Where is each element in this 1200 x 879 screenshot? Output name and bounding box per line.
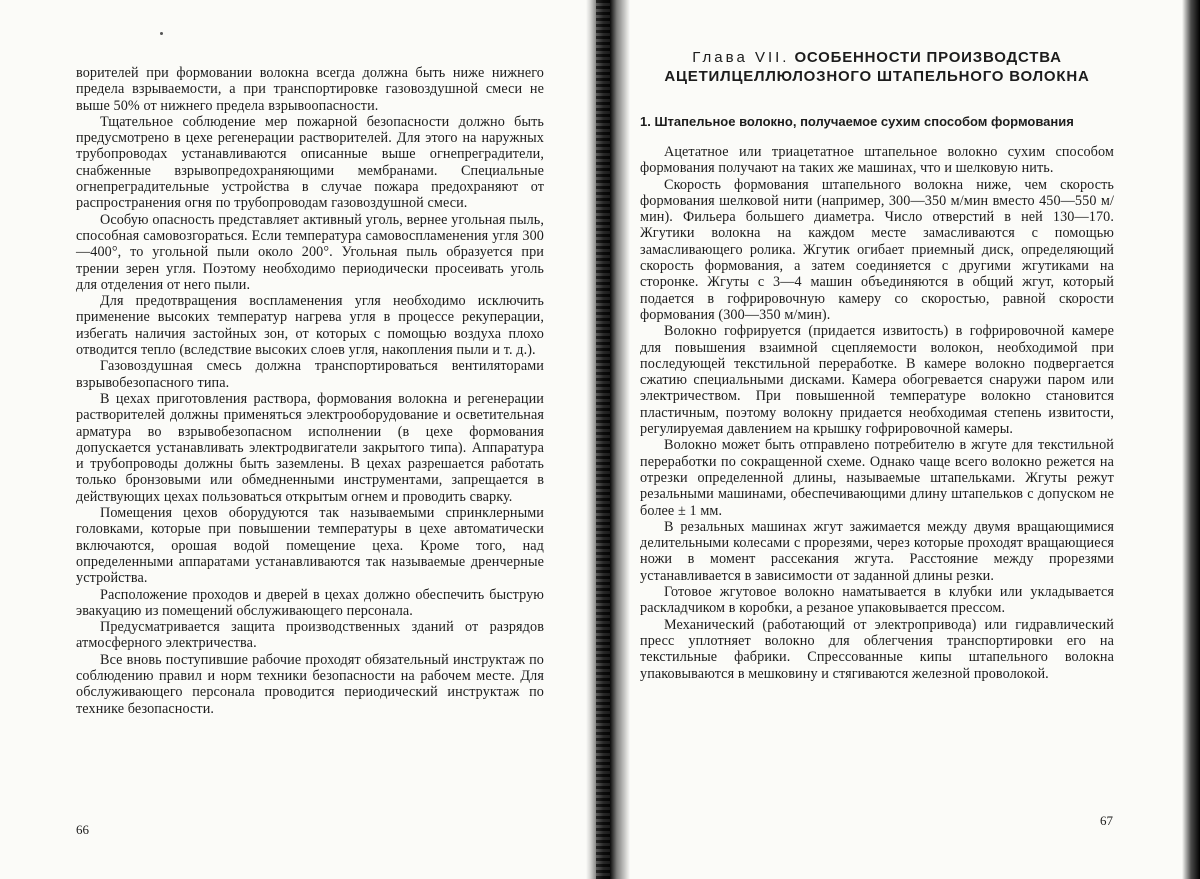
chapter-title-line-1: ОСОБЕННОСТИ ПРОИЗВОДСТВА (794, 49, 1062, 66)
paragraph: Все вновь поступившие рабочие проходят обязательный инструктаж по соблюдению правил и норм техники безопасности на рабочем месте. Для обслуживающего персонала проводится периодический инструктаж по технике безопасности. (76, 651, 544, 717)
paragraph: В резальных машинах жгут зажимается между двумя вращающимися делительными колесами с прорезями, через которые проходят вращающиеся ножи в момент рассекания жгута. Расстояние между прорезями устанавливается в зависимости от заданной длины резки. (640, 518, 1114, 584)
paragraph: Волокно может быть отправлено потребителю в жгуте для текстильной переработки по сокращенной схеме. Однако чаще всего волокно режется на отрезки определенной длины, называемые штапельками. Жгуты режут резальными машинами, обеспечивающими длину штапельков с допуском не более ± 1 мм. (640, 437, 1114, 519)
page-number-right: 67 (1100, 813, 1113, 828)
paragraph: Механический (работающий от электропривода) или гидравлический пресс уплотняет волокно для облегчения транспортировки его на текстильные фабрики. Спрессованные кипы штапельного волокна упаковываются в мешковину и стягиваются железной проволокой. (640, 616, 1114, 682)
paragraph: Особую опасность представляет активный уголь, вернее угольная пыль, способная самовозгораться. Если температура самовоспламенения угля 300—400°, то угольной пыли около 200°. Угольная пыль образуется при трении зерен угля. Поэтому необходимо периодически просеивать уголь для отделения от него пыли. (76, 211, 544, 293)
right-page-text (640, 144, 1114, 682)
paragraph: Скорость формования штапельного волокна ниже, чем скорость формования шелковой нити (например, 300—350 м/мин вместо 450—550 м/мин). Фильера большего диаметра. Число отверстий в ней 130—170. Жгутики волокна на каждом месте замасливаются с помощью замасливающего ролика. Жгутик огибает приемный диск, определяющий скорость формования, а затем соединяется с другими жгутиками на сторонке. Жгуты с 3—4 машин объединяются в общий жгут, который подается в гофрировочную камеру со скоростью, равной скорости формования (300—350 м/мин). (640, 176, 1114, 323)
paragraph: Газовоздушная смесь должна транспортироваться вентиляторами взрывобезопасного типа. (76, 358, 544, 391)
section-heading: 1. Штапельное волокно, получаемое сухим способом формования (640, 114, 1074, 129)
chapter-label: Глава VII. (692, 49, 790, 66)
paragraph: Волокно гофрируется (придается извитость) в гофрировочной камере для повышения взаимной сцепляемости волокон, необходимой при последующей текстильной переработке. В камере волокно подвергается сжатию специальными дисками. Камера обогревается снаружи паром или электричеством. При повышенной температуре волокно становится пластичным, поэтому волокну придается необходимая степень извитости, регулируемая давлением на крышку гофрировочной камеры. (640, 323, 1114, 438)
chapter-heading (640, 48, 1114, 86)
paragraph: Расположение проходов и дверей в цехах должно обеспечить быструю эвакуацию из помещений обслуживающего персонала. (76, 586, 544, 619)
chapter-title-line-2: АЦЕТИЛЦЕЛЛЮЛОЗНОГО ШТАПЕЛЬНОГО ВОЛОКНА (664, 68, 1090, 85)
paragraph: Помещения цехов оборудуются так называемыми спринклерными головками, которые при повышении температуры в цехе автоматически включаются, орошая водой помещение цеха. Кроме того, над определенными аппаратами устанавливаются так называемые дренчерные устройства. (76, 505, 544, 587)
chapter-heading-line-1 (640, 48, 1114, 67)
paragraph: В цехах приготовления раствора, формования волокна и регенерации растворителей должны применяться электрооборудование и осветительная арматура во взрывобезопасном исполнении (в цехе формования допускается устанавливать электродвигатели закрытого типа). Аппаратура и трубопроводы должны быть заземлены. В цехах разрешается работать только бронзовыми или обмедненными инструментами, запрещается в действующих цехах пользоваться открытым огнем и проводить сварку. (76, 390, 544, 505)
page-number-left: 66 (76, 822, 89, 837)
scan-speck (160, 32, 163, 35)
paragraph: Для предотвращения воспламенения угля необходимо исключить применение высоких температур нагрева угля в процессе рекуперации, избегать наличия застойных зон, от которых с помощью воздуха плохо отводится тепло (вследствие высоких слоев угля, накопления пыли и т. д.). (76, 293, 544, 359)
paragraph: Ацетатное или триацетатное штапельное волокно сухим способом формования получают на таких же машинах, что и шелковую нить. (640, 144, 1114, 177)
paragraph: Предусматривается защита производственных зданий от разрядов атмосферного электричества. (76, 619, 544, 652)
left-page-text (76, 65, 544, 717)
paragraph: ворителей при формовании волокна всегда должна быть ниже нижнего предела взрываемости, а при транспортировке газовоздушной смеси не выше 50% от нижнего предела взрывоопасности. (76, 65, 544, 114)
paragraph: Тщательное соблюдение мер пожарной безопасности должно быть предусмотрено в цехе регенерации растворителей. Для этого на наружных трубопроводах устанавливаются описанные выше огнепреградители, снабженные взрывопредохраняющими мембранами. Специальные огнепреградительные устройства в случае пожара предохраняют от распространения огня по трубопроводам газовоздушной смеси. (76, 113, 544, 212)
paragraph: Готовое жгутовое волокно наматывается в клубки или укладывается раскладчиком в коробки, а резаное упаковывается прессом. (640, 584, 1114, 617)
scan-edge-artifact (596, 0, 610, 879)
right-scan-edge (1182, 0, 1200, 879)
